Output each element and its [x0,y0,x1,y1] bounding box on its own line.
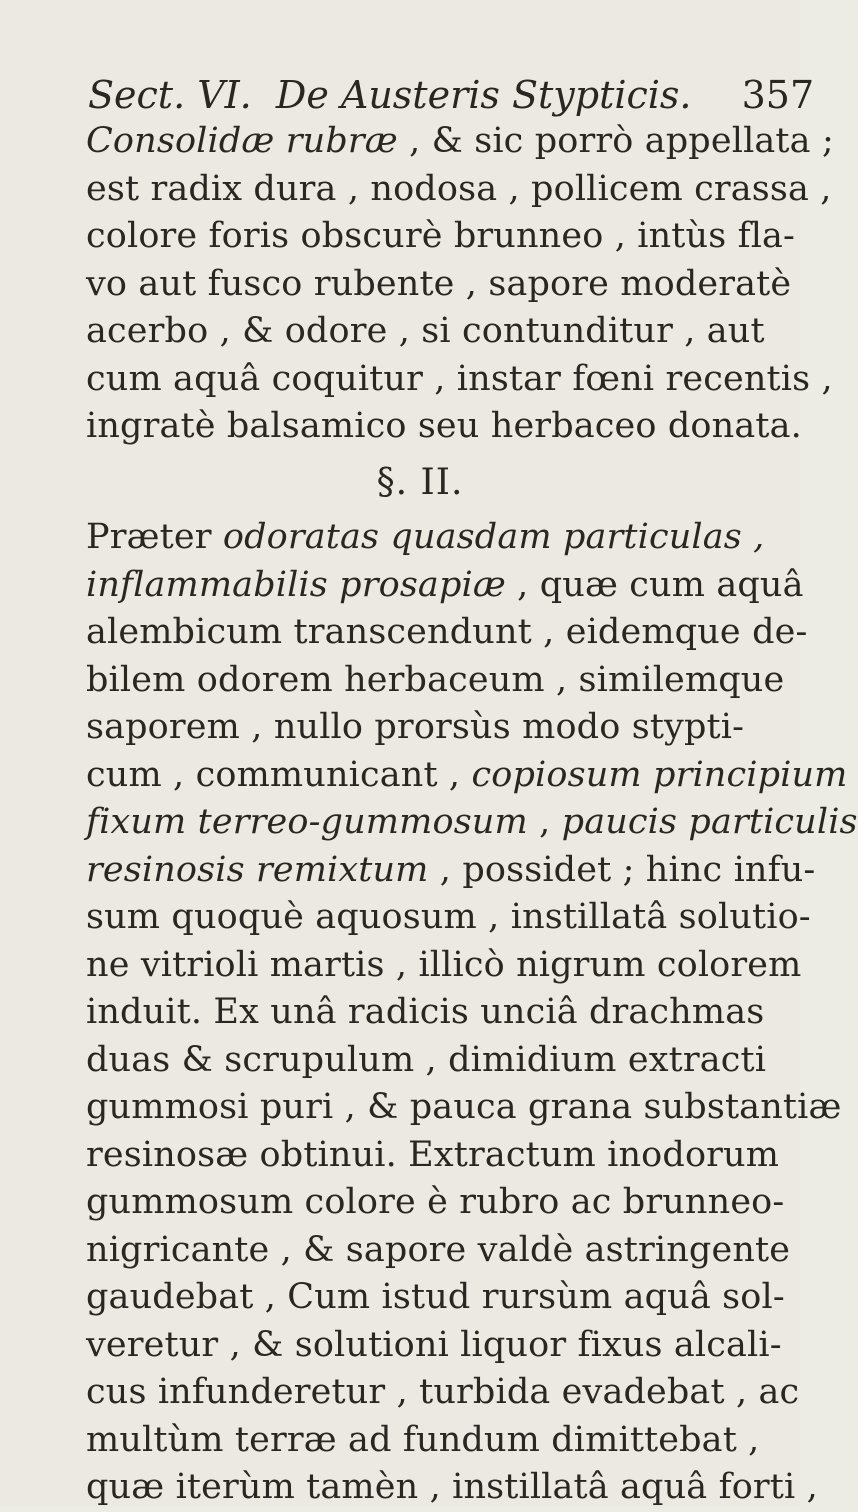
text-line [86,356,833,404]
text-segment: , possidet ; hinc infu- [428,849,816,890]
text-segment: veretur , & solutioni liquor fixus alcali- [86,1324,782,1365]
text-line [86,1369,800,1417]
text-line [86,1464,818,1512]
text-segment: induit. Ex unâ radicis unciâ drachmas [86,992,765,1032]
text-line [86,942,802,990]
text-segment: alembicum transcendunt , eidemque de- [86,612,808,652]
text-segment: ne vitrioli martis , illicò nigrum colorem [86,944,802,985]
italic-term: fixum terreo-gummosum [86,802,528,842]
text-segment: vo aut fusco rubente , sapore moderatè [86,263,792,304]
text-line [86,894,811,942]
text-segment: cus infunderetur , turbida evadebat , ac [86,1372,800,1412]
text-line [86,166,832,214]
running-title: De Austeris Stypticis. [275,73,692,117]
text-line [86,1084,842,1132]
text-line [86,308,765,356]
text-segment: saporem , nullo prorsùs modo stypti- [86,707,745,747]
italic-term: Consolidæ rubræ [86,121,398,161]
italic-term: inflammabilis prosapiæ [86,564,506,605]
text-segment: cum aquâ coquitur , instar fœni recentis , [86,358,833,399]
text-line [86,1227,791,1275]
text-segment: , [527,802,562,842]
text-line [86,1132,780,1180]
body-text [86,118,858,1512]
text-line [86,609,808,657]
text-line [86,562,804,610]
running-header [88,64,815,126]
text-segment: gummosum colore è rubro ac brunneo- [86,1182,785,1222]
text-segment: ingratè balsamico seu herbaceo donata. [86,406,802,446]
text-line [86,847,816,895]
section-heading [86,459,754,507]
italic-term: paucis particulis [561,802,858,842]
section-label: Sect. VI. [88,73,252,117]
text-line [86,403,802,451]
text-segment: cum , communicant , [86,754,472,795]
text-line [86,514,765,562]
text-segment: nigricante , & sapore valdè astringente [86,1229,791,1270]
text-segment: duas & scrupulum , dimidium extracti [86,1039,767,1080]
text-line [86,657,785,705]
italic-term: copiosum principium [471,754,848,795]
text-segment: §. II. [376,461,464,503]
text-line [86,1037,767,1085]
italic-term: odoratas quasdam particulas , [222,517,765,557]
text-segment: sum quoquè aquosum , instillatâ solutio- [86,897,811,937]
text-segment: , & sic porrò appellata ; [397,121,834,161]
text-line [86,704,754,752]
text-line [86,1179,785,1227]
text-line [86,1322,782,1370]
text-segment: gummosi puri , & pauca grana substantiæ [86,1087,842,1127]
text-segment: multùm terræ ad fundum dimittebat , [86,1419,760,1460]
italic-term: resinosis remixtum [86,849,429,890]
text-line [86,1417,760,1465]
text-segment: colore foris obscurè brunneo , intùs fla- [86,216,796,256]
text-line [86,213,796,261]
text-line [86,118,834,166]
text-line [86,799,858,847]
text-segment: acerbo , & odore , si contunditur , aut [86,311,765,351]
text-segment: gaudebat , Cum istud rursùm aquâ sol- [86,1277,785,1317]
text-line [86,752,848,800]
text-segment: Præter [86,517,223,557]
page-number: 357 [741,73,815,117]
text-line [86,261,792,309]
text-segment: bilem odorem herbaceum , similemque [86,659,785,700]
text-segment: , quæ cum aquâ [505,564,804,605]
text-line [86,989,765,1037]
text-segment: est radix dura , nodosa , pollicem crassa , [86,168,832,209]
text-segment: quæ iterùm tamèn , instillatâ aquâ forti , [86,1467,818,1507]
text-line [86,1274,785,1322]
text-segment: resinosæ obtinui. Extractum inodorum [86,1134,780,1175]
